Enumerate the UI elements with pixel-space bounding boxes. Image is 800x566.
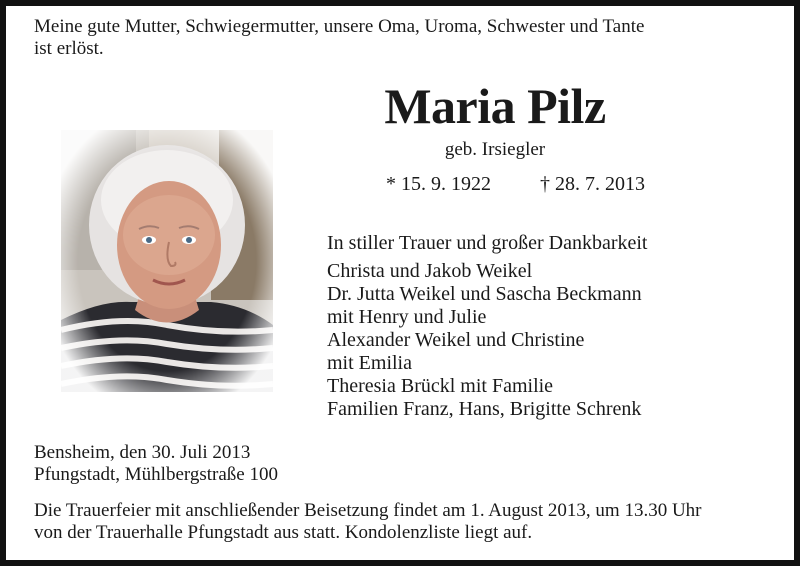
mourners-block [327,232,787,421]
intro-line-1: Meine gute Mutter, Schwiegermutter, unsere Oma, Uroma, Schwester und Tante [34,16,645,37]
maiden-name: geb. Irsiegler [444,139,546,160]
mourner-name: Alexander Weikel und Christine [327,329,585,351]
ceremony-info [34,500,784,544]
life-dates [386,173,645,196]
birth-date: * 15. 9. 1922 [386,173,491,195]
death-date: † 28. 7. 2013 [540,173,645,195]
date-line: Bensheim, den 30. Juli 2013 [34,442,251,463]
ceremony-line-1: Die Trauerfeier mit anschließender Beisetzung findet am 1. August 2013, um 13.30 Uhr [34,500,702,521]
mourner-name: Christa und Jakob Weikel [327,260,533,282]
portrait-illustration [61,130,273,392]
mourner-name: Theresia Brückl mit Familie [327,375,554,397]
mourner-name: Dr. Jutta Weikel und Sascha Beckmann [327,283,642,305]
intro-text [34,16,774,60]
mourners-heading: In stiller Trauer und großer Dankbarkeit [327,232,648,254]
address-line: Pfungstadt, Mühlbergstraße 100 [34,464,278,485]
mourner-name: Familien Franz, Hans, Brigitte Schrenk [327,398,642,420]
mourner-name: mit Emilia [327,352,412,374]
ceremony-line-2: von der Trauerhalle Pfungstadt aus statt. Kondolenzliste liegt auf. [34,522,533,543]
deceased-name: Maria Pilz [384,78,606,134]
intro-line-2: ist erlöst. [34,38,104,59]
portrait-photo [61,130,273,392]
place-and-date [34,442,534,486]
mourner-name: mit Henry und Julie [327,306,487,328]
